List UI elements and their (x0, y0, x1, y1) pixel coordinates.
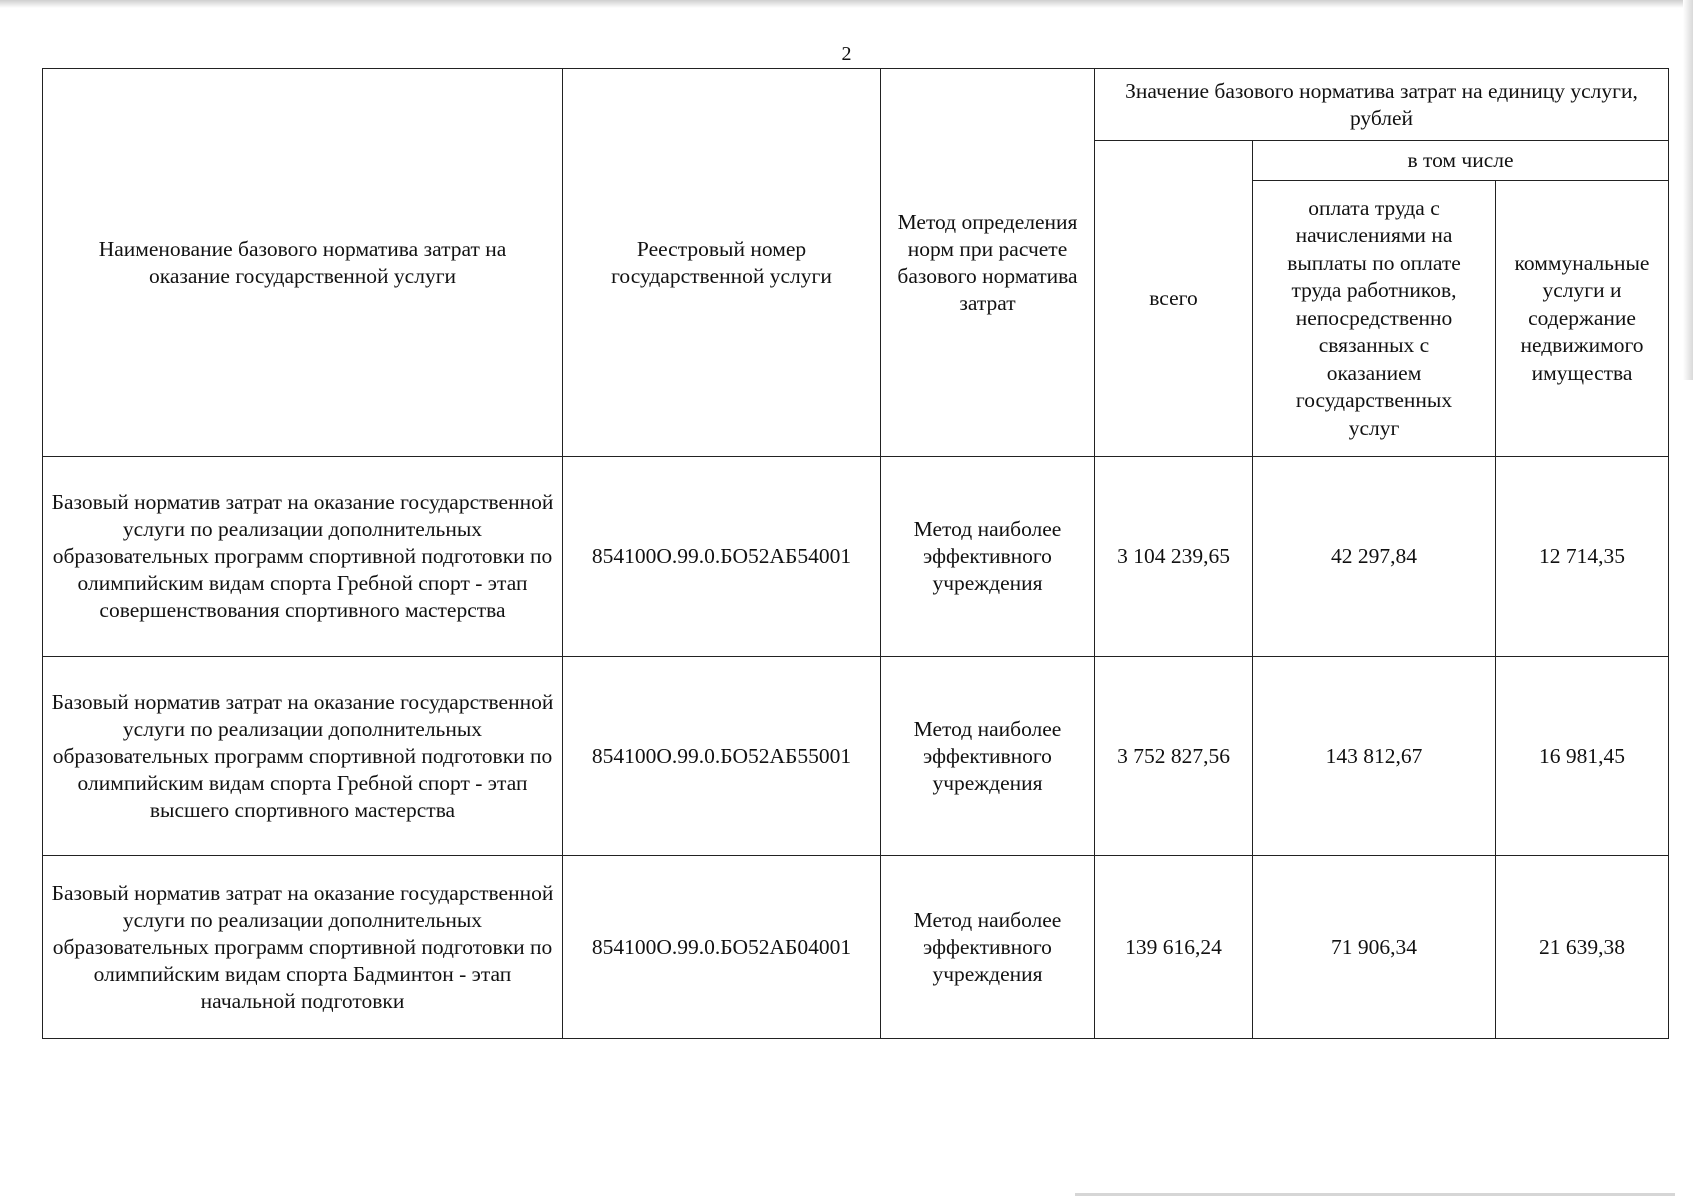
header-method: Метод определения норм при расчете базового норматива затрат (881, 69, 1095, 457)
header-utilities: коммунальные услуги и содержание недвижимого имущества (1496, 181, 1669, 457)
row-name: Базовый норматив затрат на оказание государственной услуги по реализации дополнительных образовательных программ спортивной подготовки по олимпийским видам спорта Гребной спорт - этап высшего спортивного мастерства (43, 657, 563, 856)
row-registry: 854100О.99.0.БО52АБ04001 (563, 856, 881, 1039)
header-total: всего (1095, 141, 1253, 457)
row-labor: 42 297,84 (1253, 457, 1496, 657)
header-name: Наименование базового норматива затрат на оказание государственной услуги (43, 69, 563, 457)
header-row-group (43, 69, 1669, 141)
row-method: Метод наиболее эффективного учреждения (881, 457, 1095, 657)
row-utilities: 12 714,35 (1496, 457, 1669, 657)
page-number: 2 (841, 43, 852, 65)
header-including: в том числе (1253, 141, 1669, 181)
row-utilities: 21 639,38 (1496, 856, 1669, 1039)
row-registry: 854100О.99.0.БО52АБ55001 (563, 657, 881, 856)
table-row (43, 457, 1669, 657)
row-method: Метод наиболее эффективного учреждения (881, 856, 1095, 1039)
row-labor: 71 906,34 (1253, 856, 1496, 1039)
row-method: Метод наиболее эффективного учреждения (881, 657, 1095, 856)
header-labor: оплата труда с начислениями на выплаты по оплате труда работников, непосредственно связанных с оказанием государственных услуг (1253, 181, 1496, 457)
table-row (43, 657, 1669, 856)
row-total: 3 752 827,56 (1095, 657, 1253, 856)
scan-edge-top (0, 0, 1693, 8)
row-registry: 854100О.99.0.БО52АБ54001 (563, 457, 881, 657)
row-labor: 143 812,67 (1253, 657, 1496, 856)
row-total: 139 616,24 (1095, 856, 1253, 1039)
row-name: Базовый норматив затрат на оказание государственной услуги по реализации дополнительных образовательных программ спортивной подготовки по олимпийским видам спорта Гребной спорт - этап совершенствования спортивного мастерства (43, 457, 563, 657)
row-total: 3 104 239,65 (1095, 457, 1253, 657)
header-value-group: Значение базового норматива затрат на единицу услуги, рублей (1095, 69, 1669, 141)
row-utilities: 16 981,45 (1496, 657, 1669, 856)
header-registry: Реестровый номер государственной услуги (563, 69, 881, 457)
norms-table (42, 68, 1669, 1039)
table-row (43, 856, 1669, 1039)
row-name: Базовый норматив затрат на оказание государственной услуги по реализации дополнительных образовательных программ спортивной подготовки по олимпийским видам спорта Бадминтон - этап начальной подготовки (43, 856, 563, 1039)
scan-edge-bottom (1075, 1193, 1675, 1196)
